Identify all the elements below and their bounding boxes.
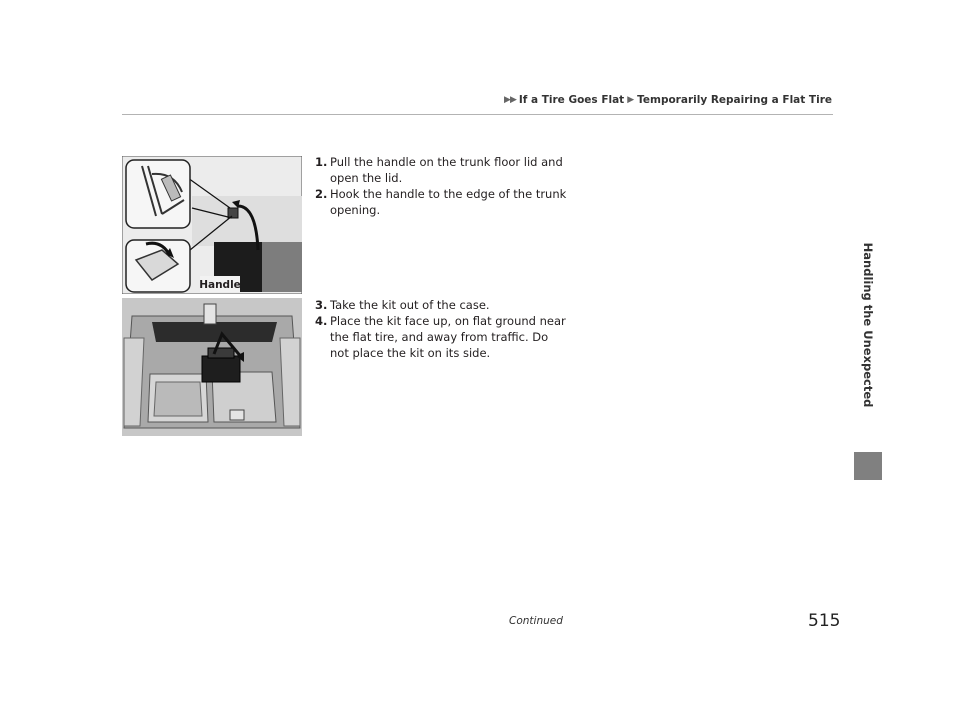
steps-group-2 xyxy=(315,297,570,361)
step-1 xyxy=(315,154,570,186)
step-number: 4. xyxy=(315,314,328,328)
continued-label: Continued xyxy=(509,615,563,627)
breadcrumb-section: If a Tire Goes Flat xyxy=(518,94,625,106)
steps-group-1 xyxy=(315,154,570,218)
page-number: 515 xyxy=(808,611,841,631)
arrow-icon: ▶ xyxy=(627,95,635,105)
double-arrow-icon: ▶▶ xyxy=(504,95,516,105)
step-3 xyxy=(315,297,570,313)
step-text: Pull the handle on the trunk floor lid and open the lid. xyxy=(330,155,563,185)
step-text: Place the kit face up, on flat ground near the flat tire, and away from traffic. Do not place the kit on its side. xyxy=(330,314,566,360)
side-tab-title xyxy=(860,200,876,450)
side-tab-marker xyxy=(854,452,882,480)
step-4 xyxy=(315,313,570,361)
side-tab-title-text: Handling the Unexpected xyxy=(861,242,875,408)
trunk-kit-illustration xyxy=(122,298,302,436)
header-rule xyxy=(122,114,833,115)
step-2 xyxy=(315,186,570,218)
trunk-lid-illustration xyxy=(122,156,302,294)
step-text: Hook the handle to the edge of the trunk opening. xyxy=(330,187,567,217)
step-number: 3. xyxy=(315,298,328,312)
step-text: Take the kit out of the case. xyxy=(330,298,490,312)
breadcrumb xyxy=(504,94,832,106)
step-number: 1. xyxy=(315,155,328,169)
step-number: 2. xyxy=(315,187,328,201)
handle-label: Handle xyxy=(199,279,241,291)
breadcrumb-subsection: Temporarily Repairing a Flat Tire xyxy=(637,94,832,106)
